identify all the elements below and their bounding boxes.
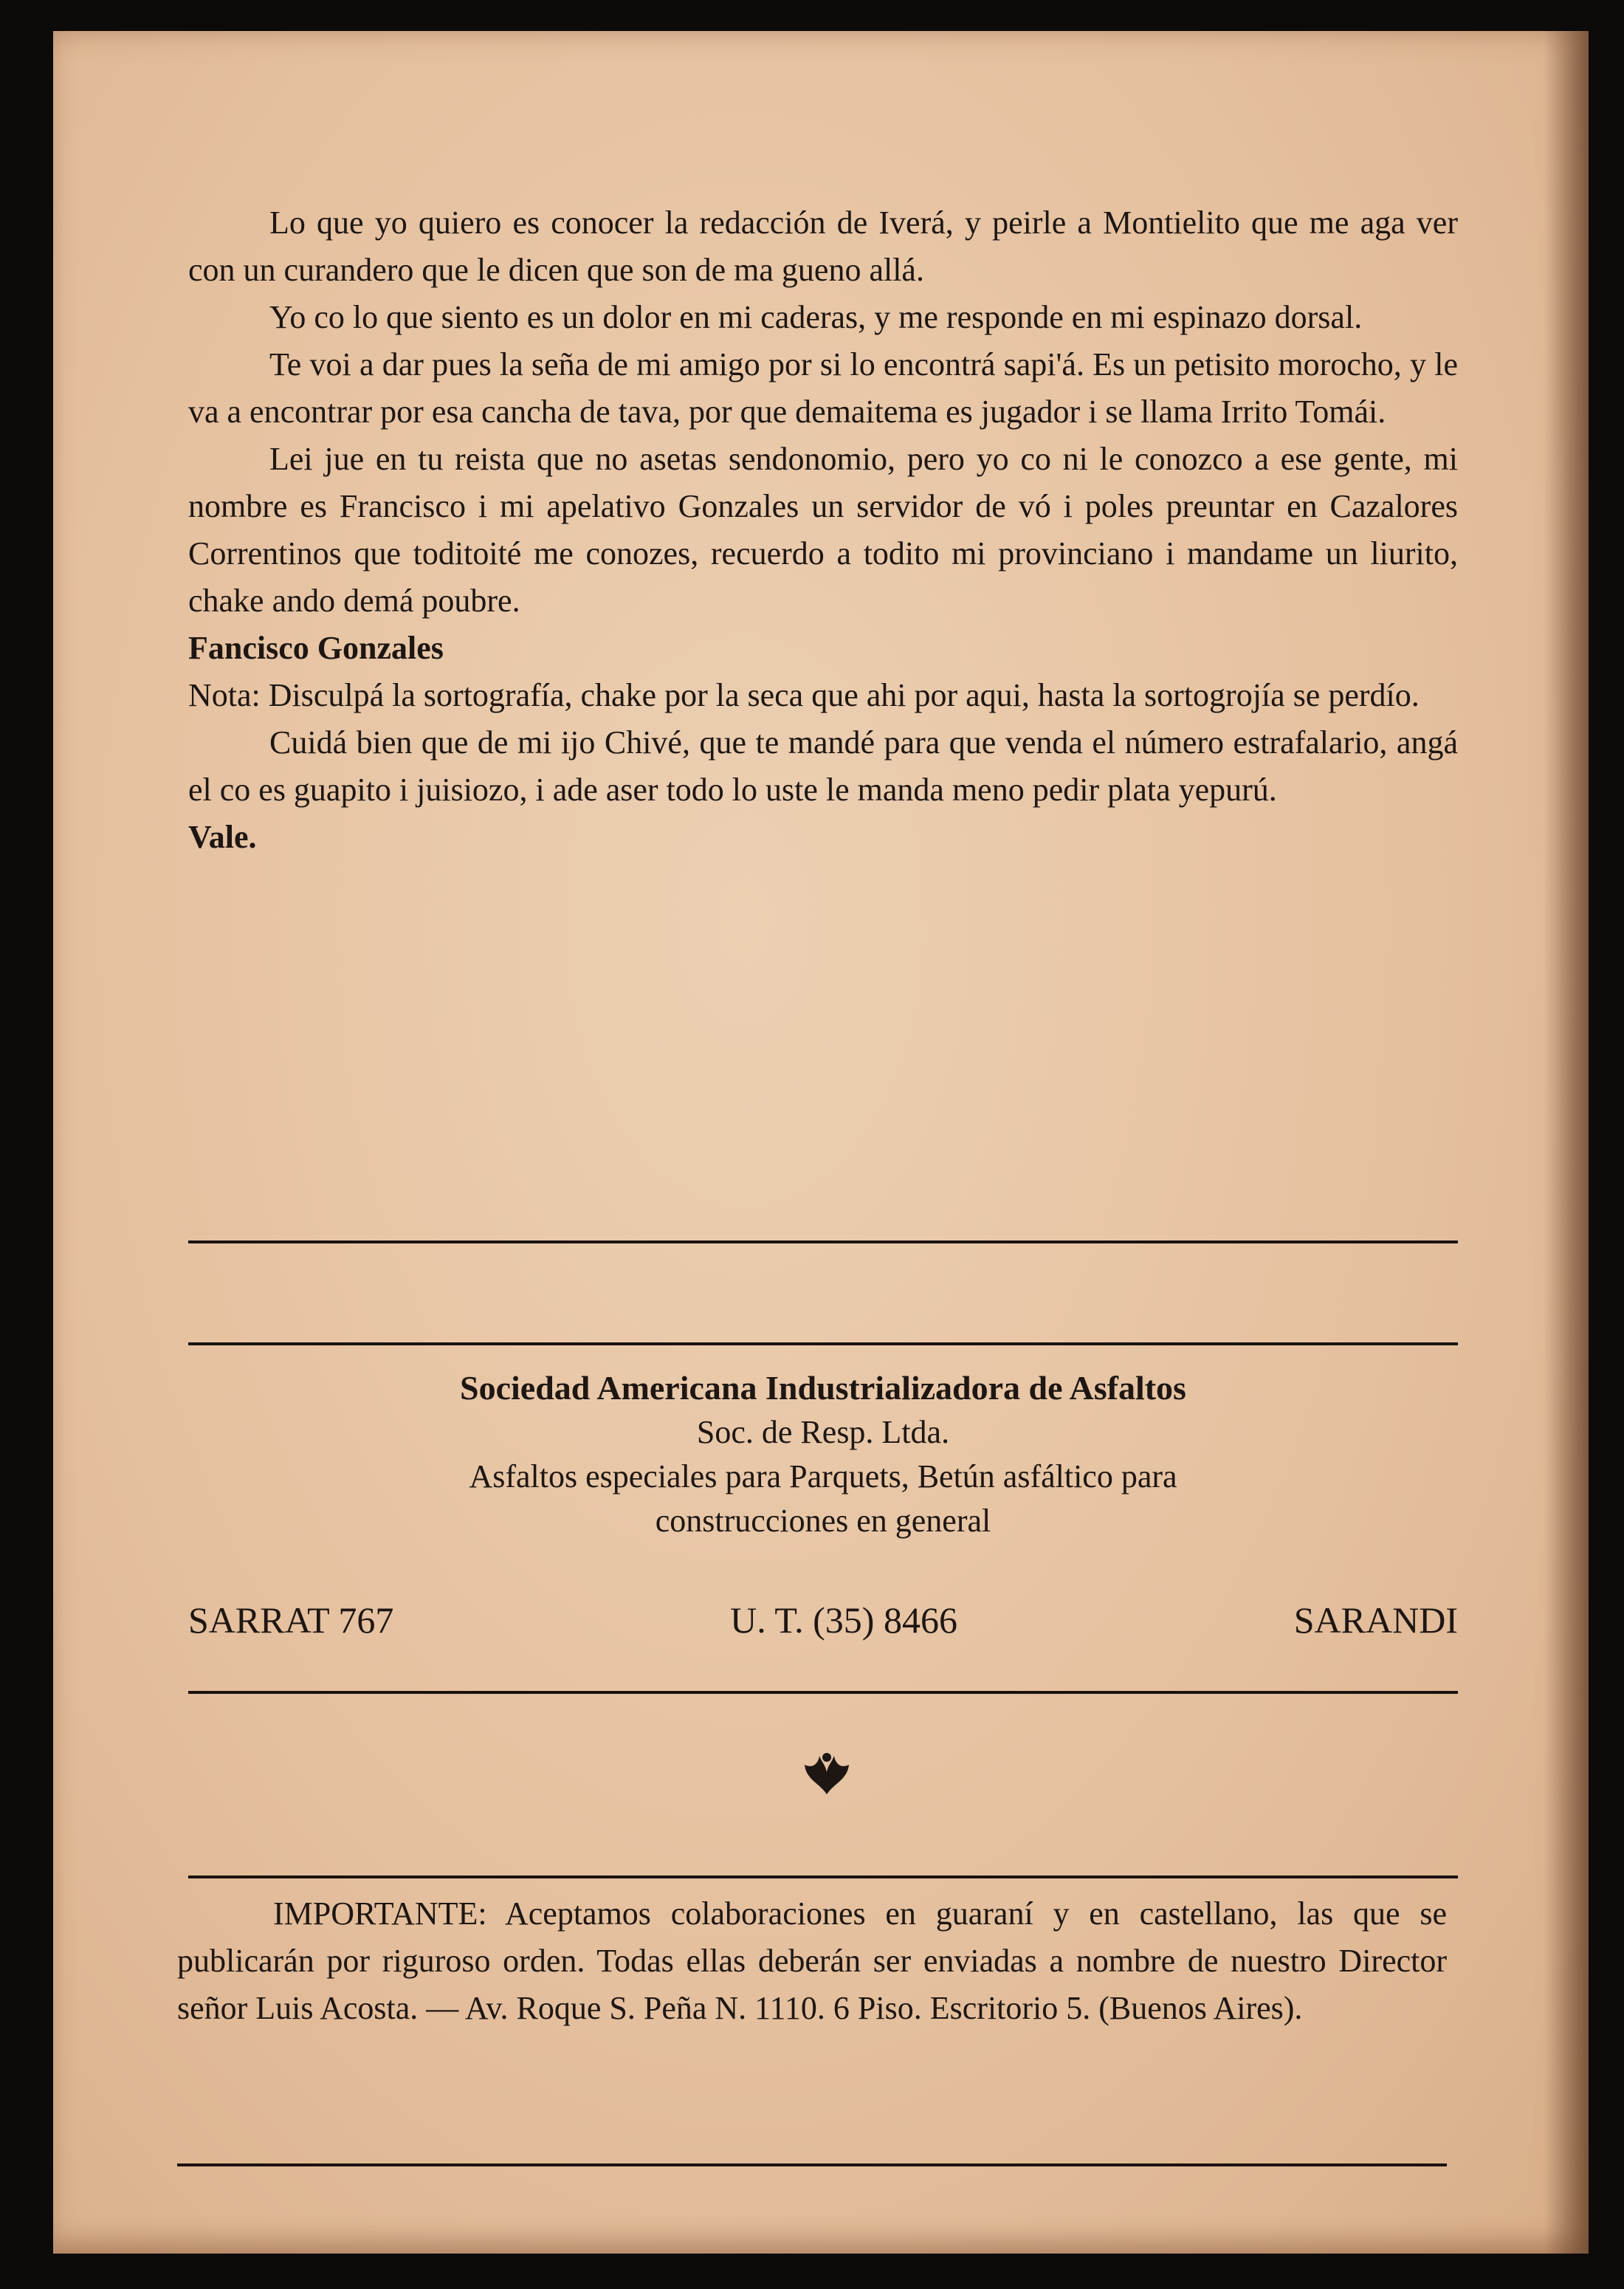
letter-paragraph: Yo co lo que siento es un dolor en mi caderas, y me responde en mi espinazo dorsal. — [269, 299, 1363, 335]
letter-paragraph: Te voi a dar pues la seña de mi amigo por si lo encontrá sapi'á. Es un petisito morocho, y le va a encontrar por esa cancha de tava, por que demaitema es jugador i se llama Irrito Tomái. — [188, 346, 1458, 430]
divider-rule — [188, 1876, 1458, 1878]
divider-rule — [188, 1240, 1458, 1243]
letter-paragraph: Lo que yo quiero es conocer la redacción de Iverá, y peirle a Montielito que me aga ver con un curandero que le dicen que son de ma gueno allá. — [188, 205, 1458, 288]
advert-description-line2: construcciones en general — [655, 1503, 991, 1539]
advert-company-type: Soc. de Resp. Ltda. — [696, 1414, 950, 1450]
letter-postscript: Cuidá bien que de mi ijo Chivé, que te mandé para que venda el número estrafalario, angá el co es guapito i juisiozo, i ade aser todo lo uste le manda meno pedir plata yepurú. — [188, 724, 1458, 808]
letter-paragraph: Lei jue en tu reista que no asetas sendonomio, pero yo co ni le conozco a ese gente, mi nombre es Francisco i mi apelativo Gonzales un servidor de vó i poles preuntar en Cazalores Correntinos que toditoité me conozes, recuerdo a todito mi provinciano i mandame un liurito, chake ando demá poubre. — [188, 441, 1458, 619]
divider-rule — [188, 1342, 1458, 1345]
important-notice — [177, 1890, 1447, 2032]
important-notice-text: IMPORTANTE: Aceptamos colaboraciones en guaraní y en castellano, las que se publicarán por riguroso orden. Todas ellas deberán ser enviadas a nombre de nuestro Director señor Luis Acosta. — Av. Roque S. Peña N. 1110. 6 Piso. Escritorio 5. (Buenos Aires). — [177, 1895, 1447, 2026]
advert-phone: U. T. (35) 8466 — [730, 1599, 957, 1641]
letter-closing: Vale. — [188, 819, 257, 855]
advert-city: SARANDI — [1293, 1599, 1458, 1641]
advert-description-line1: Asfaltos especiales para Parquets, Betún asfáltico para — [469, 1458, 1177, 1494]
divider-rule — [177, 2163, 1447, 2166]
advert-street: SARRAT 767 — [188, 1599, 394, 1641]
page-spine-shadow — [1544, 31, 1589, 2254]
divider-rule — [188, 1691, 1458, 1694]
advert-block — [188, 1366, 1458, 1543]
advert-company-name: Sociedad Americana Industrializadora de Asfaltos — [460, 1369, 1186, 1407]
letter-nota: Nota: Disculpá la sortografía, chake por la seca que ahi por aqui, hasta la sortogrojía se perdío. — [188, 677, 1420, 713]
letter-body — [188, 199, 1458, 861]
advert-address-row — [188, 1599, 1458, 1641]
letter-signature: Fancisco Gonzales — [188, 630, 444, 666]
fleuron-ornament-icon — [797, 1743, 856, 1802]
